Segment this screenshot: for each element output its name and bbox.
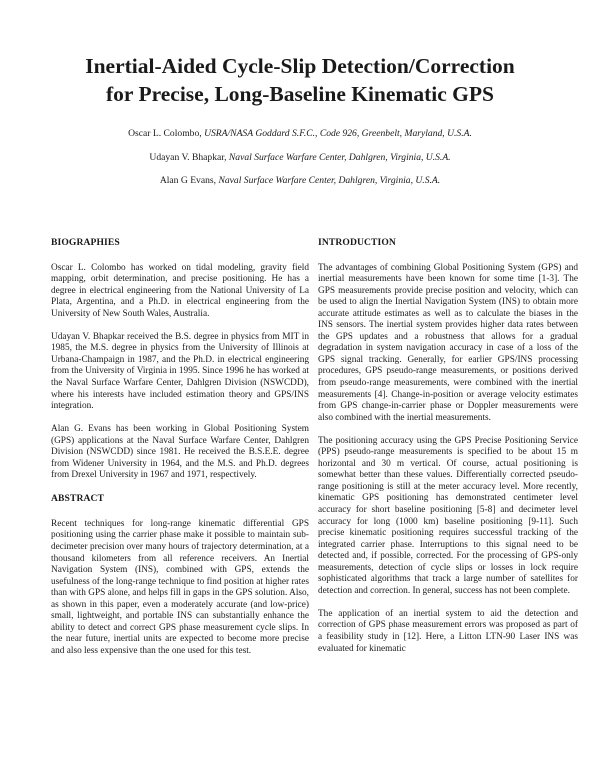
introduction-heading: INTRODUCTION [318, 237, 396, 248]
right-column [318, 237, 578, 667]
author-affiliation: USRA/NASA Goddard S.F.C., Code 926, Greenbelt, Maryland, U.S.A. [204, 128, 472, 139]
paper-title-line-1: Inertial-Aided Cycle-Slip Detection/Correction [85, 54, 515, 78]
biography-paragraph: Alan G. Evans has been working in Global Positioning System (GPS) applications at the Naval Surface Warfare Center, Dahlgren Division (NSWCDD) since 1981. He received the B.S.E.E. degree from Widener University in 1964, and the M.S. and Ph.D. degrees from Drexel University in 1967 and 1971, respectively. [51, 424, 309, 481]
abstract-heading: ABSTRACT [51, 493, 105, 505]
introduction-paragraph: The advantages of combining Global Positioning System (GPS) and inertial measurements have been known for some time [1-3]. The GPS measurements provide precise position and velocity, which can be used to align the Inertial Navigation System (INS) to obtain more accurate attitude estimates as well as to calculate the biases in the INS sensors. The inertial system provides higher data rates between the GPS updates and a robustness that allows for a gradual degradation in system navigation accuracy in case of a loss of the GPS signal tracking. Generally, for earlier GPS/INS processing procedures, GPS pseudo-range measurements, or positions derived from pseudo-range measurements, were combined with the inertial measurements [4]. Change-in-position or average velocity estimates from GPS change-in-carrier phase or Doppler measurements were also combined with the inertial measurements. [318, 262, 578, 423]
abstract-paragraph: Recent techniques for long-range kinematic differential GPS positioning using the carrier phase make it possible to maintain sub-decimeter precision over many hours of trajectory determination, at a thousand kilometers from all reference receivers. An Inertial Navigation System (INS), combined with GPS, extends the usefulness of the long-range technique to find position at higher rates than with GPS alone, and helps fill in gaps in the GPS solution. Also, as shown in this paper, even a moderately accurate (and low-price) small, lightweight, and portable INS can substantially enhance the ability to detect and correct GPS phase measurement cycle slips. In the near future, inertial units are expected to become more precise and also less expensive than the one used for this test. [51, 518, 309, 656]
biography-paragraph: Oscar L. Colombo has worked on tidal modeling, gravity field mapping, orbit determination, and precise positioning. He has a degree in electrical engineering from the National University of La Plata, Argentina, and a Ph.D. in electrical engineering from the University of New South Wales, Australia. [51, 262, 309, 319]
author-affiliation: Naval Surface Warfare Center, Dahlgren, Virginia, U.S.A. [218, 175, 441, 186]
introduction-paragraph: The positioning accuracy using the GPS Precise Positioning Service (PPS) pseudo-range measurements is specified to be about 15 m horizontal and 30 m vertical. Of course, actual positioning is somewhat better than these values. Differentially corrected pseudo-range positioning is still at the meter accuracy level. More recently, kinematic GPS positioning has demonstrated centimeter level accuracy for short baseline positioning [5-8] and decimeter level accuracy for long (1000 km) baseline positioning [9-11]. Such precise kinematic positioning requires successful tracking of the integrated carrier phase. Interruptions to this signal need to be detected and, if possible, corrected. For the processing of GPS-only measurements, detection of cycle slips or losses in lock require sophisticated algorithms that track a large number of satellites for detection and correction. In general, success has not been complete. [318, 435, 578, 596]
author-line [0, 128, 600, 140]
left-column [51, 237, 309, 669]
author-affiliation: Naval Surface Warfare Center, Dahlgren, Virginia, U.S.A. [228, 152, 451, 163]
author-line [0, 152, 600, 164]
biography-paragraph: Udayan V. Bhapkar received the B.S. degree in physics from MIT in 1985, the M.S. degree in physics from the University of Illinois at Urbana-Champaign in 1987, and the Ph.D. in electrical engineering from the University of Virginia in 1995. Since 1996 he has worked at the Naval Surface Warfare Center, Dahlgren Division (NSWCDD), where his interests have included estimation theory and GPS/INS integration. [51, 331, 309, 412]
introduction-paragraph: The application of an inertial system to aid the detection and correction of GPS phase measurement errors was proposed as part of a feasibility study in [12]. Here, a Litton LTN-90 Laser INS was evaluated for kinematic [318, 608, 578, 654]
author-line [0, 175, 600, 187]
paper-title-line-2: for Precise, Long-Baseline Kinematic GPS [106, 82, 494, 106]
author-name: Udayan V. Bhapkar, [149, 152, 229, 163]
author-name: Alan G Evans, [159, 175, 219, 186]
paper-title [0, 52, 600, 108]
biographies-heading: BIOGRAPHIES [51, 237, 120, 248]
author-name: Oscar L. Colombo, [128, 128, 205, 139]
